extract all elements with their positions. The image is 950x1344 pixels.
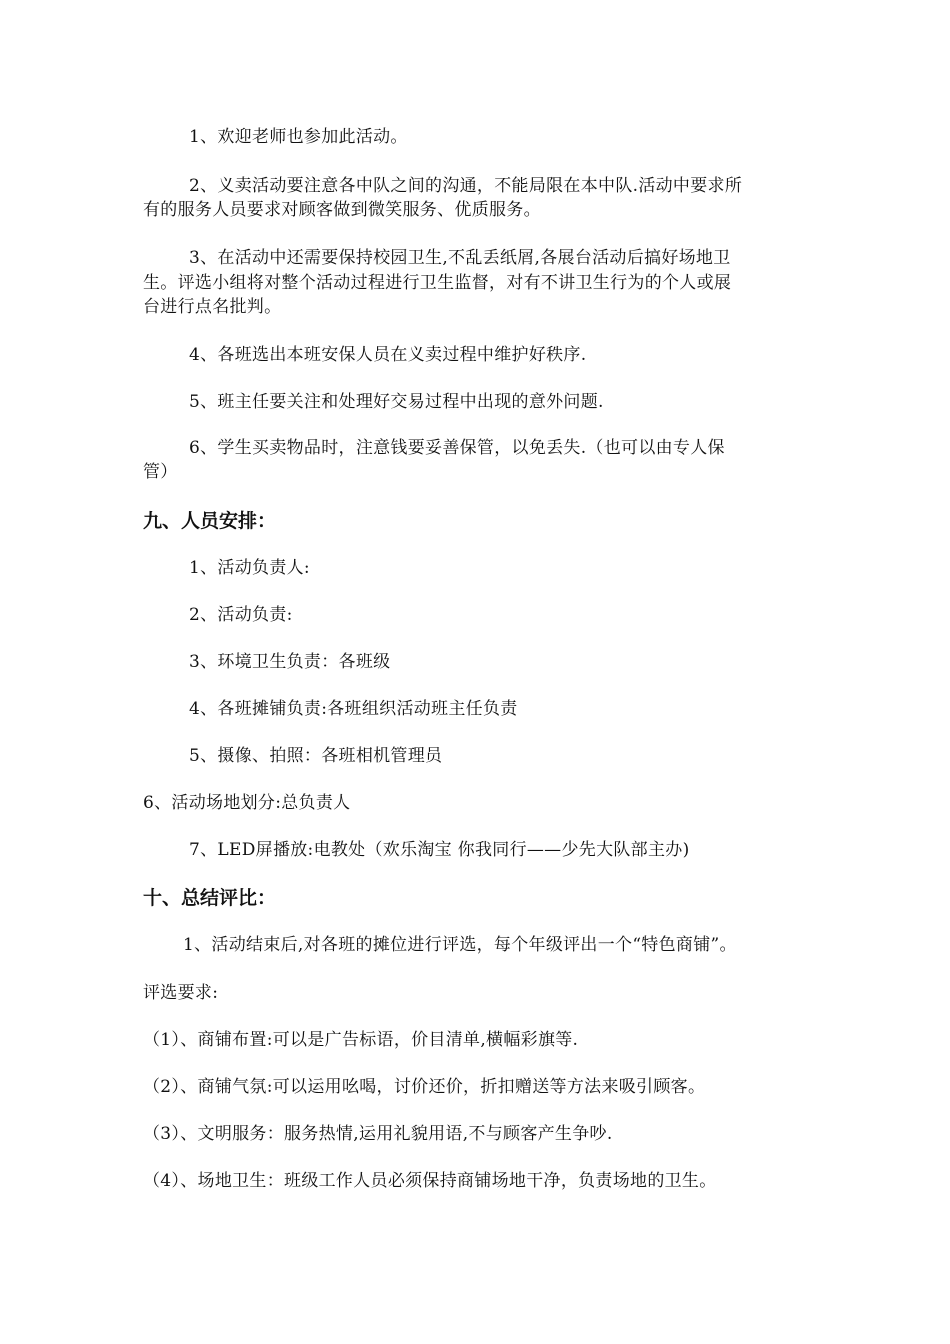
staff-item-4: 4、各班摊铺负责:各班组织活动班主任负责 xyxy=(189,699,518,719)
rule-item-3-line-3: 台进行点名批判。 xyxy=(143,297,282,317)
staff-item-7: 7、LED屏播放:电教处（欢乐淘宝 你我同行——少先大队部主办) xyxy=(189,840,690,860)
rule-item-2-line-2: 有的服务人员要求对顾客做到微笑服务、优质服务。 xyxy=(143,200,541,220)
evaluation-criterion-4: （4）、场地卫生：班级工作人员必须保持商铺场地干净，负责场地的卫生。 xyxy=(143,1171,717,1191)
rule-item-3-line-2: 生。评选小组将对整个活动过程进行卫生监督，对有不讲卫生行为的个人或展 xyxy=(143,273,732,293)
rule-item-6-line-1: 6、学生买卖物品时，注意钱要妥善保管，以免丢失.（也可以由专人保 xyxy=(189,438,725,458)
evaluation-criterion-1: （1）、商铺布置:可以是广告标语，价目清单,横幅彩旗等. xyxy=(143,1030,579,1050)
staff-item-1: 1、活动负责人: xyxy=(189,558,310,578)
staff-item-6: 6、活动场地划分:总负责人 xyxy=(143,793,351,813)
rule-item-6-line-2: 管） xyxy=(143,462,178,482)
rule-item-5: 5、班主任要关注和处理好交易过程中出现的意外问题. xyxy=(189,392,604,412)
rule-item-1: 1、欢迎老师也参加此活动。 xyxy=(189,127,408,147)
staff-item-5: 5、摄像、拍照：各班相机管理员 xyxy=(189,746,443,766)
section-heading-evaluation: 十、总结评比： xyxy=(143,887,277,909)
evaluation-requirements-label: 评选要求: xyxy=(143,983,219,1003)
rule-item-4: 4、各班选出本班安保人员在义卖过程中维护好秩序. xyxy=(189,345,587,365)
evaluation-criterion-2: （2）、商铺气氛:可以运用吆喝，讨价还价，折扣赠送等方法来吸引顾客。 xyxy=(143,1077,706,1097)
evaluation-item-1: 1、活动结束后,对各班的摊位进行评选，每个年级评出一个“特色商铺”。 xyxy=(183,935,737,955)
staff-item-2: 2、活动负责: xyxy=(189,605,293,625)
rule-item-3-line-1: 3、在活动中还需要保持校园卫生,不乱丢纸屑,各展台活动后搞好场地卫 xyxy=(189,248,731,268)
rule-item-2-line-1: 2、义卖活动要注意各中队之间的沟通，不能局限在本中队.活动中要求所 xyxy=(189,176,743,196)
section-heading-staff: 九、人员安排： xyxy=(143,510,277,532)
evaluation-criterion-3: （3）、文明服务：服务热情,运用礼貌用语,不与顾客产生争吵. xyxy=(143,1124,613,1144)
staff-item-3: 3、环境卫生负责：各班级 xyxy=(189,652,391,672)
